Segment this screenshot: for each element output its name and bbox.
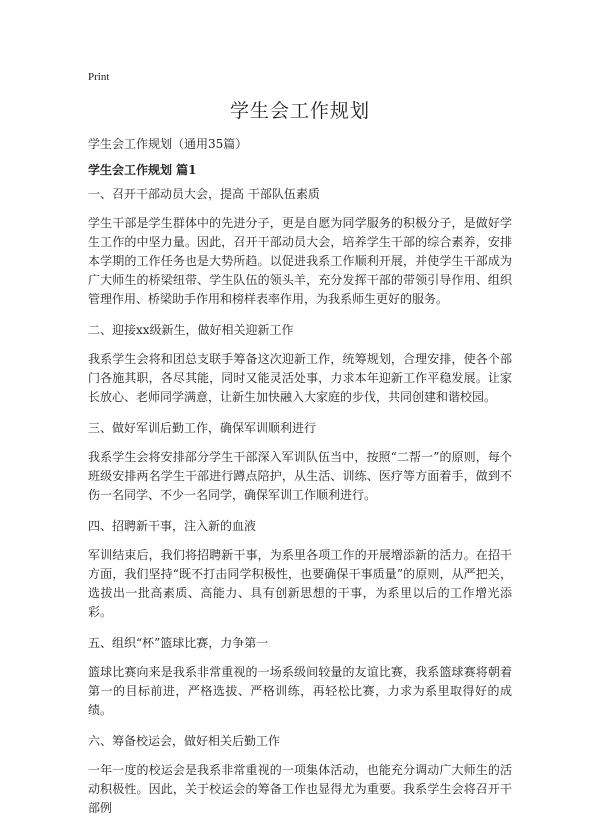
section-heading: 四、招聘新干事，注入新的血液 [88, 519, 257, 533]
article-heading: 学生会工作规划 篇1 [88, 163, 197, 177]
document-subtitle: 学生会工作规划（通用35篇） [88, 137, 248, 151]
section-heading: 三、做好军训后勤工作，确保军训顺利进行 [88, 421, 317, 435]
section-paragraph: 一年一度的校运会是我系非常重视的一项集体活动，也能充分调动广大师生的活动积极性。因此，关于校运会的筹备工作也显得尤为重要。我系学生会将召开干部例 [88, 763, 512, 815]
section-paragraph: 我系学生会将安排部分学生干部深入军训队伍当中，按照“二帮一”的原则，每个班级安排两名学生干部进行蹲点陪护，从生活、训练、医疗等方面着手，做到不伤一名同学、不少一名同学，确保军训工作顺利进行。 [88, 450, 512, 502]
section-paragraph: 军训结束后，我们将招聘新干事，为系里各项工作的开展增添新的活力。在招干方面，我们坚持“既不打击同学积极性，也要确保干事质量”的原则，从严把关，选拔出一批高素质、高能力、具有创新思想的干事，为系里以后的工作增光添彩。 [88, 548, 512, 619]
page-title: 学生会工作规划 [229, 100, 370, 122]
section-2 [88, 322, 512, 407]
section-paragraph: 篮球比赛向来是我系非常重视的一场系级间较量的友谊比赛，我系篮球赛将朝着第一的目标前进，严格选拔、严格训练，再轻松比赛，力求为系里取得好的成绩。 [88, 665, 512, 717]
section-paragraph: 学生干部是学生群体中的先进分子，更是自愿为同学服务的积极分子，是做好学生工作的中坚力量。因此，召开干部动员大会，培养学生干部的综合素养，安排本学期的工作任务也是大势所趋。以促进我系工作顺利开展，并使学生干部成为广大师生的桥梁纽带、学生队伍的领头羊，充分发挥干部的带领引导作用、组织管理作用、桥梁助手作用和榜样表率作用，为我系师生更好的服务。 [88, 216, 512, 306]
section-5 [88, 635, 512, 720]
section-4 [88, 518, 512, 622]
section-heading: 一、召开干部动员大会，提高 干部队伍素质 [88, 187, 320, 201]
section-heading: 二、迎接xx级新生，做好相关迎新工作 [88, 323, 294, 337]
section-heading: 五、组织“杯”篮球比赛，力争第一 [88, 636, 269, 650]
section-paragraph: 我系学生会将和团总支联手筹备这次迎新工作，统筹规划，合理安排，使各个部门各施其职，各尽其能，同时又能灵活处事，力求本年迎新工作平稳发展。让家长放心、老师同学满意，让新生加快融入大家庭的步伐，共同创建和谐校园。 [88, 352, 512, 404]
section-3 [88, 420, 512, 505]
section-1 [88, 186, 512, 309]
section-heading: 六、筹备校运会，做好相关后勤工作 [88, 734, 281, 748]
article-content [88, 186, 512, 831]
print-link[interactable]: Print [88, 71, 110, 83]
